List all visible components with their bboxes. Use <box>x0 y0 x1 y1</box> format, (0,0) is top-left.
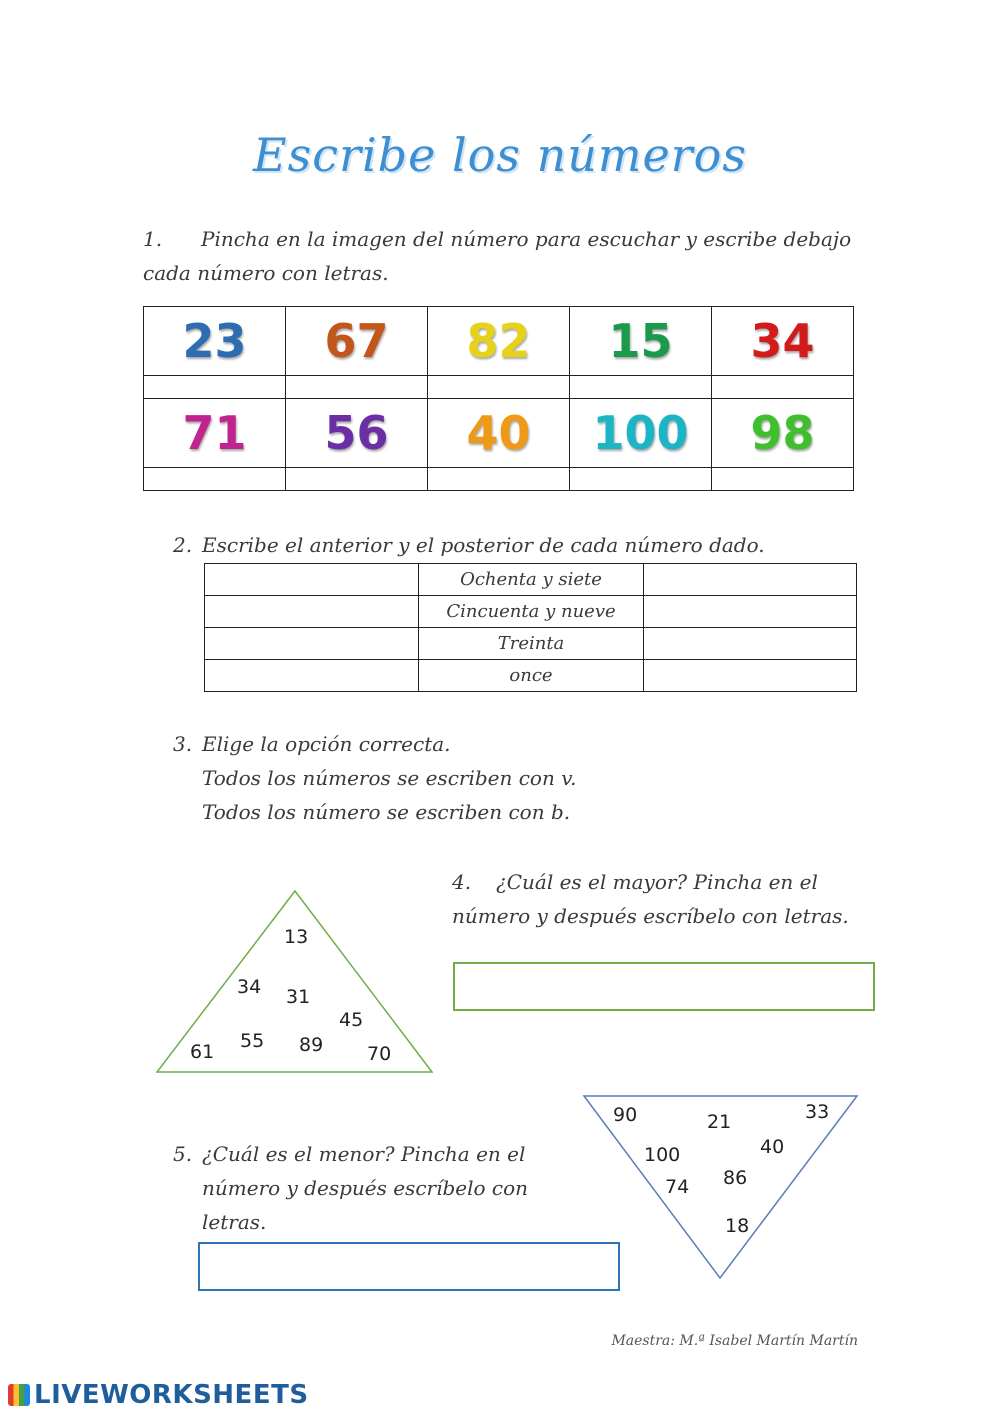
answer-input[interactable] <box>712 468 854 491</box>
number-100-button[interactable]: 100 <box>592 406 689 460</box>
triangle-number[interactable]: 21 <box>707 1111 732 1133</box>
q2-text: Escribe el anterior y el posterior de cada número dado. <box>202 533 765 557</box>
number-cell[interactable] <box>712 307 854 376</box>
number-row <box>144 307 854 376</box>
answer-input[interactable] <box>286 376 428 399</box>
anterior-input[interactable] <box>205 660 419 692</box>
number-67-button[interactable]: 67 <box>324 314 389 368</box>
posterior-input[interactable] <box>644 660 857 692</box>
triangle-number[interactable]: 33 <box>805 1101 830 1123</box>
q5-text-line1: ¿Cuál es el menor? Pincha en el <box>202 1142 526 1166</box>
anterior-posterior-table <box>204 563 857 692</box>
given-number: Cincuenta y nueve <box>419 596 644 628</box>
given-number: Treinta <box>419 628 644 660</box>
number-82-button[interactable]: 82 <box>466 314 531 368</box>
posterior-input[interactable] <box>644 564 857 596</box>
answer-input[interactable] <box>286 468 428 491</box>
triangle-number[interactable]: 13 <box>284 926 309 948</box>
footer-credit: Maestra: M.ª Isabel Martín Martín <box>611 1333 858 1349</box>
number-grid <box>143 306 854 491</box>
number-row <box>144 399 854 468</box>
q1-instructions <box>143 222 873 290</box>
triangle-number[interactable]: 70 <box>367 1043 392 1065</box>
number-15-button[interactable]: 15 <box>608 314 673 368</box>
q1-number: 1. <box>143 227 163 251</box>
q4-triangle <box>150 885 440 1080</box>
number-cell[interactable] <box>286 307 428 376</box>
answer-row <box>144 376 854 399</box>
table-row <box>205 564 857 596</box>
triangle-number[interactable]: 89 <box>299 1034 324 1056</box>
q1-text-line1: Pincha en la imagen del número para escuchar y escribe debajo <box>201 227 852 251</box>
given-number: once <box>419 660 644 692</box>
q5-text-line2: número y después escríbelo con <box>202 1176 529 1200</box>
table-row <box>205 660 857 692</box>
answer-input[interactable] <box>570 376 712 399</box>
triangle-number[interactable]: 55 <box>240 1030 265 1052</box>
table-row <box>205 596 857 628</box>
q5-number: 5. <box>173 1142 193 1166</box>
answer-input[interactable] <box>428 376 570 399</box>
number-40-button[interactable]: 40 <box>466 406 531 460</box>
number-cell[interactable] <box>144 399 286 468</box>
triangle-number[interactable]: 34 <box>237 976 262 998</box>
number-cell[interactable] <box>428 307 570 376</box>
q5-triangle <box>578 1090 863 1285</box>
q5-answer-input[interactable] <box>198 1242 620 1291</box>
anterior-input[interactable] <box>205 564 419 596</box>
posterior-input[interactable] <box>644 628 857 660</box>
table-row <box>205 628 857 660</box>
triangle-number[interactable]: 74 <box>665 1176 690 1198</box>
answer-row <box>144 468 854 491</box>
number-cell[interactable] <box>144 307 286 376</box>
anterior-input[interactable] <box>205 596 419 628</box>
number-56-button[interactable]: 56 <box>324 406 389 460</box>
triangle-number[interactable]: 45 <box>339 1009 364 1031</box>
triangle-number[interactable]: 31 <box>286 986 311 1008</box>
triangle-number[interactable]: 86 <box>723 1167 748 1189</box>
number-cell[interactable] <box>286 399 428 468</box>
number-cell[interactable] <box>570 307 712 376</box>
q3-option-b[interactable]: Todos los número se escriben con b. <box>202 800 571 824</box>
q3-instructions <box>173 727 577 829</box>
number-cell[interactable] <box>712 399 854 468</box>
q5-instructions <box>173 1137 528 1239</box>
q4-answer-input[interactable] <box>453 962 875 1011</box>
answer-input[interactable] <box>570 468 712 491</box>
triangle-number[interactable]: 61 <box>190 1041 215 1063</box>
liveworksheets-icon <box>8 1384 30 1406</box>
q3-text: Elige la opción correcta. <box>202 732 451 756</box>
answer-input[interactable] <box>144 376 286 399</box>
q1-text-line2: cada número con letras. <box>143 261 389 285</box>
q3-option-v[interactable]: Todos los números se escriben con v. <box>202 766 577 790</box>
q2-instructions <box>173 528 765 562</box>
q4-text-line1: ¿Cuál es el mayor? Pincha en el <box>496 870 818 894</box>
answer-input[interactable] <box>144 468 286 491</box>
q5-text-line3: letras. <box>202 1210 267 1234</box>
triangle-number[interactable]: 18 <box>725 1215 750 1237</box>
triangle-number[interactable]: 100 <box>644 1144 681 1166</box>
number-23-button[interactable]: 23 <box>182 314 247 368</box>
anterior-input[interactable] <box>205 628 419 660</box>
triangle-number[interactable]: 40 <box>760 1136 785 1158</box>
number-34-button[interactable]: 34 <box>750 314 815 368</box>
number-cell[interactable] <box>428 399 570 468</box>
q2-number: 2. <box>173 533 193 557</box>
q4-text-line2: número y después escríbelo con letras. <box>452 904 849 928</box>
answer-input[interactable] <box>428 468 570 491</box>
number-98-button[interactable]: 98 <box>750 406 815 460</box>
q4-instructions <box>452 865 849 933</box>
logo-text: LIVEWORKSHEETS <box>34 1380 309 1410</box>
liveworksheets-logo <box>8 1380 309 1410</box>
given-number: Ochenta y siete <box>419 564 644 596</box>
page-title: Escribe los números <box>253 128 747 182</box>
q4-number: 4. <box>452 870 472 894</box>
number-cell[interactable] <box>570 399 712 468</box>
number-71-button[interactable]: 71 <box>182 406 247 460</box>
triangle-number[interactable]: 90 <box>613 1104 638 1126</box>
posterior-input[interactable] <box>644 596 857 628</box>
answer-input[interactable] <box>712 376 854 399</box>
q3-number: 3. <box>173 732 193 756</box>
